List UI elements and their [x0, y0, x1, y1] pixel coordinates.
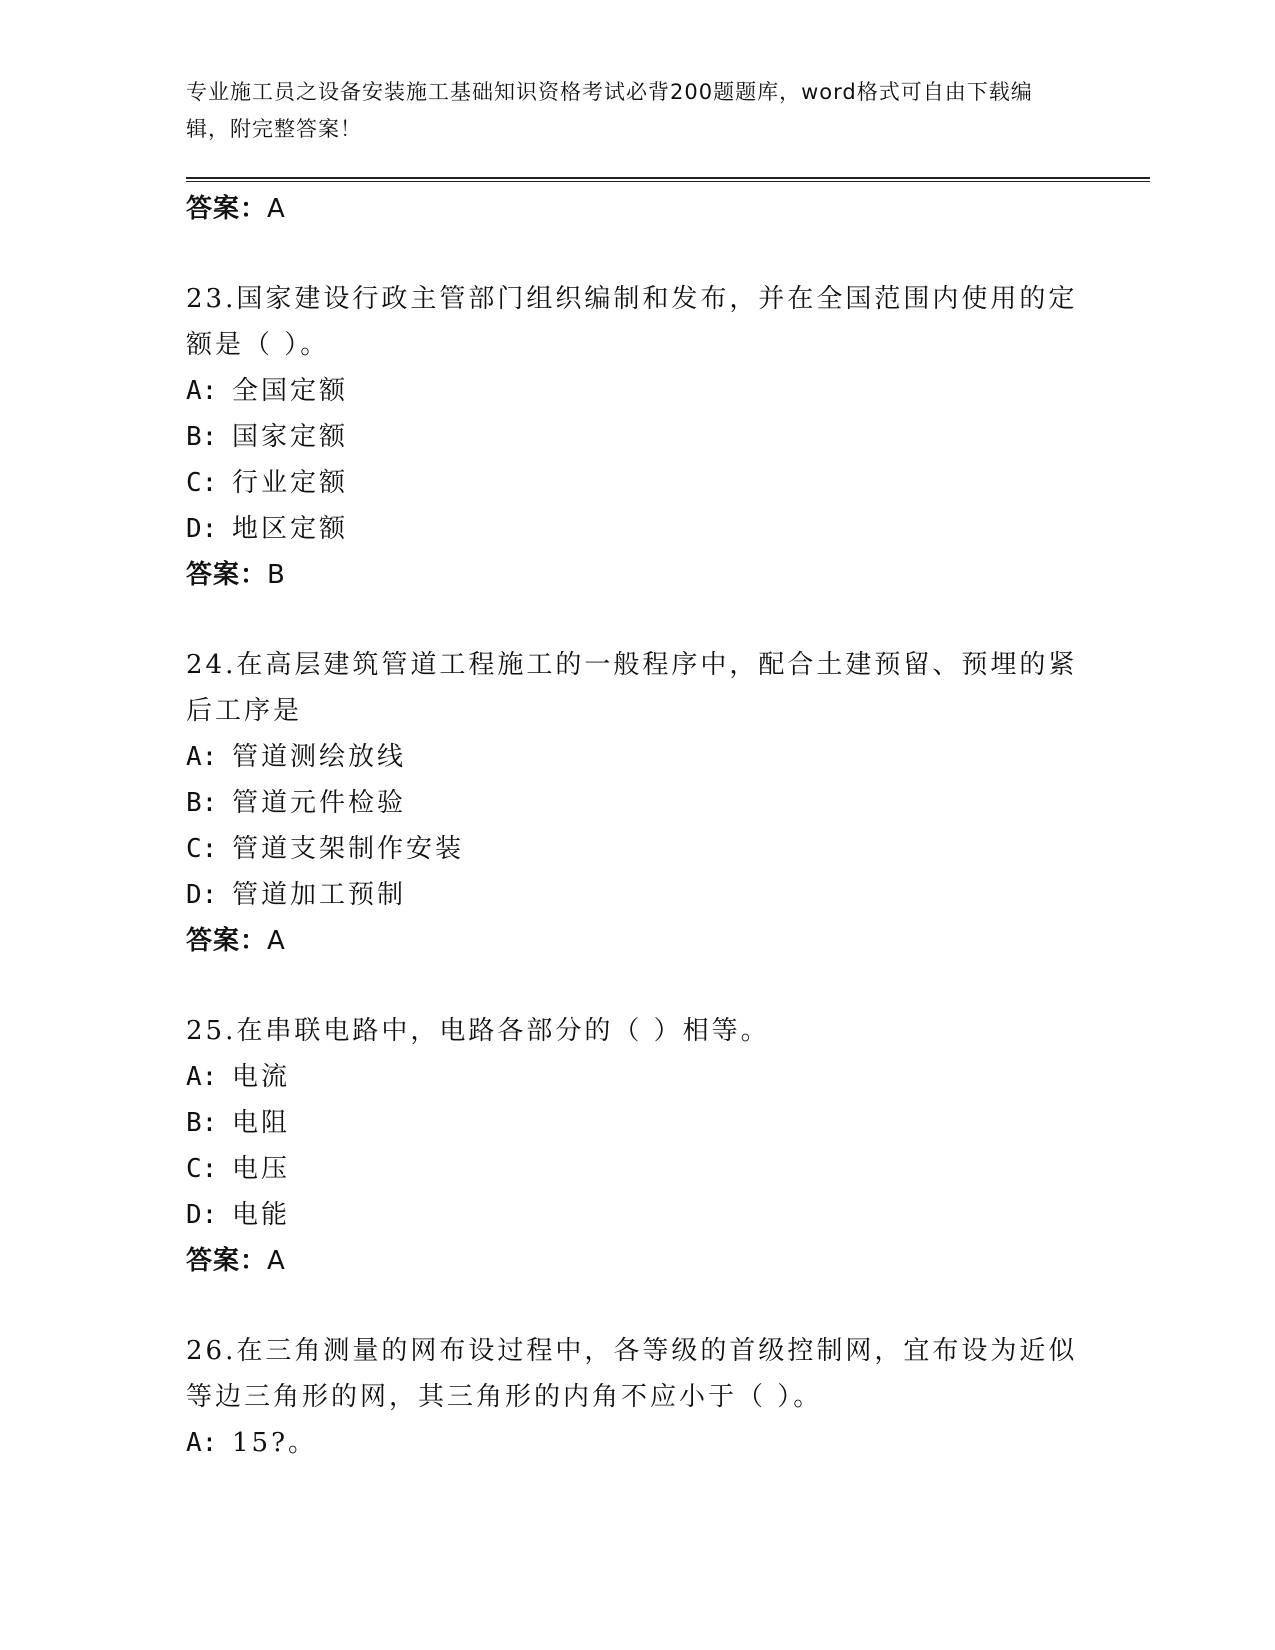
answer-value: A [267, 926, 286, 956]
question-stem: 23.国家建设行政主管部门组织编制和发布，并在全国范围内使用的定额是（ ）。 [186, 284, 1078, 360]
option-key: D: [186, 514, 218, 544]
answer-line [186, 186, 1086, 232]
option-c [186, 1146, 1086, 1192]
question-stem: 25.在串联电路中，电路各部分的（ ）相等。 [186, 1016, 770, 1046]
option-text: 电压 [232, 1154, 291, 1184]
question-stem: 26.在三角测量的网布设过程中，各等级的首级控制网，宜布设为近似等边三角形的网，其三角形的内角不应小于（ ）。 [186, 1336, 1078, 1412]
option-key: C: [186, 1154, 218, 1184]
option-d [186, 1192, 1086, 1238]
answer-line [186, 552, 1086, 598]
option-key: B: [186, 422, 218, 452]
option-text: 管道加工预制 [232, 880, 407, 910]
option-key: B: [186, 1108, 218, 1138]
option-key: D: [186, 880, 218, 910]
option-d [186, 872, 1086, 918]
option-text: 全国定额 [232, 376, 349, 406]
option-text: 管道测绘放线 [232, 742, 407, 772]
answer-label: 答案： [186, 194, 268, 224]
option-b [186, 780, 1086, 826]
option-b [186, 414, 1086, 460]
option-text: 15?。 [232, 1428, 318, 1458]
answer-label: 答案： [186, 1246, 268, 1276]
answer-value: A [267, 1246, 286, 1276]
option-key: A: [186, 1062, 218, 1092]
option-text: 管道元件检验 [232, 788, 407, 818]
option-key: C: [186, 834, 218, 864]
answer-line [186, 918, 1086, 964]
option-key: A: [186, 742, 218, 772]
option-c [186, 460, 1086, 506]
document-header-title: 专业施工员之设备安装施工基础知识资格考试必背200题题库，word格式可自由下载编辑，附完整答案！ [186, 80, 1033, 141]
option-text: 管道支架制作安装 [232, 834, 465, 864]
option-c [186, 826, 1086, 872]
answer-value: A [267, 194, 286, 224]
option-text: 电流 [232, 1062, 291, 1092]
option-text: 国家定额 [232, 422, 349, 452]
option-d [186, 506, 1086, 552]
answer-value: B [267, 560, 286, 590]
answer-label: 答案： [186, 926, 268, 956]
option-text: 电阻 [232, 1108, 291, 1138]
option-a [186, 368, 1086, 414]
answer-line [186, 1238, 1086, 1284]
option-a [186, 734, 1086, 780]
option-key: C: [186, 468, 218, 498]
option-a [186, 1054, 1086, 1100]
question-25 [186, 1008, 1086, 1284]
document-content [186, 186, 1086, 1466]
header-divider [186, 177, 1150, 182]
question-23 [186, 276, 1086, 598]
question-stem: 24.在高层建筑管道工程施工的一般程序中，配合土建预留、预埋的紧后工序是 [186, 650, 1078, 726]
option-key: B: [186, 788, 218, 818]
option-key: A: [186, 376, 218, 406]
answer-label: 答案： [186, 560, 268, 590]
option-text: 地区定额 [232, 514, 349, 544]
option-text: 行业定额 [232, 468, 349, 498]
option-key: D: [186, 1200, 218, 1230]
option-text: 电能 [232, 1200, 291, 1230]
question-26 [186, 1328, 1086, 1466]
option-a [186, 1420, 1086, 1466]
option-key: A: [186, 1428, 218, 1458]
option-b [186, 1100, 1086, 1146]
question-24 [186, 642, 1086, 964]
